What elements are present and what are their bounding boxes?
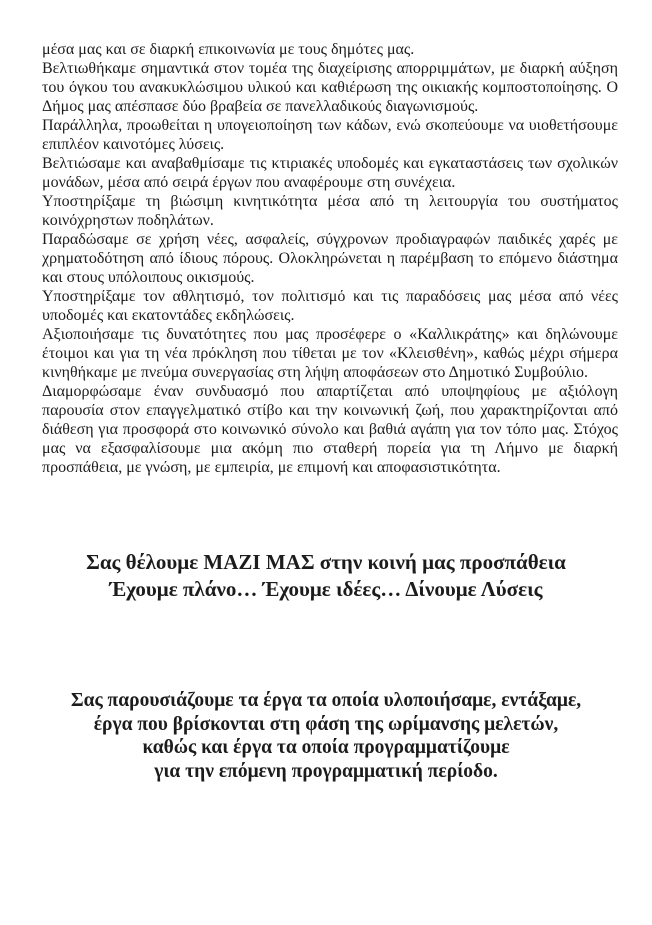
intro-statement-block [0, 689, 652, 783]
slogan-line-2: Έχουμε πλάνο… Έχουμε ιδέες… Δίνουμε Λύσεις [109, 577, 543, 601]
paragraph: Παράλληλα, προωθείται η υπογειοποίηση των κάδων, ενώ σκοπεύουμε να υιοθετήσουμε επιπλέον καινοτόμες λύσεις. [42, 117, 618, 153]
paragraph: Βελτιωθήκαμε σημαντικά στον τομέα της διαχείρισης απορριμμάτων, με διαρκή αύξηση του όγκου του ανακυκλώσιμου υλικού και καθιέρωση της οικιακής κομποστοποίησης. Ο Δήμος μας απέσπασε δύο βραβεία σε πανελλαδικούς διαγωνισμούς. [42, 60, 618, 115]
intro-line-4: για την επόμενη προγραμματική περίοδο. [154, 760, 498, 782]
paragraph: μέσα μας και σε διαρκή επικοινωνία με τους δημότες μας. [42, 41, 415, 58]
paragraph: Αξιοποιήσαμε τις δυνατότητες που μας προσέφερε ο «Καλλικράτης» και δηλώνουμε έτοιμοι και για τη νέα πρόκληση που τίθεται με τον «Κλεισθένη», καθώς μέχρι σήμερα κινηθήκαμε με πνεύμα συνεργασίας στη λήψη αποφάσεων στο Δημοτικό Συμβούλιο. [42, 326, 618, 381]
intro-line-3: καθώς και έργα τα οποία προγραμματίζουμε [142, 737, 510, 758]
intro-line-2: έργα που βρίσκονται στη φάση της ωρίμανσης μελετών, [93, 713, 559, 735]
slogan-block [0, 549, 652, 603]
paragraph: Διαμορφώσαμε έναν συνδυασμό που απαρτίζεται από υποψηφίους με αξιόλογη παρουσία στον επαγγελματικό στίβο και την κοινωνική ζωή, που χαρακτηρίζονται από διάθεση για προσφορά στο κοινωνικό σύνολο και βαθιά αγάπη για τον τόπο μας. Στόχος μας να εξασφαλίσουμε μια ακόμη πιο σταθερή πορεία για τη Λήμνο με διαρκή προσπάθεια, με γνώση, με εμπειρία, με επιμονή και αποφασιστικότητα. [42, 383, 618, 476]
paragraph: Βελτιώσαμε και αναβαθμίσαμε τις κτιριακές υποδομές και εγκαταστάσεις των σχολικών μονάδων, μέσα από σειρά έργων που αναφέρουμε στη συνέχεια. [42, 155, 618, 191]
slogan-line-1: Σας θέλουμε ΜΑΖΙ ΜΑΣ στην κοινή μας προσπάθεια [86, 550, 566, 574]
paragraph: Παραδώσαμε σε χρήση νέες, ασφαλείς, σύγχρονων προδιαγραφών παιδικές χαρές με χρηματοδότηση από ίδιους πόρους. Ολοκληρώνεται η παρέμβαση το επόμενο διάστημα και στους υπόλοιπους οικισμούς. [42, 231, 618, 286]
paragraph: Υποστηρίξαμε τον αθλητισμό, τον πολιτισμό και τις παραδόσεις μας μέσα από νέες υποδομές και εκατοντάδες εκδηλώσεις. [42, 288, 618, 324]
intro-line-1: Σας παρουσιάζουμε τα έργα τα οποία υλοποιήσαμε, εντάξαμε, [70, 690, 582, 711]
body-text-block [42, 40, 618, 477]
paragraph: Υποστηρίξαμε τη βιώσιμη κινητικότητα μέσα από τη λειτουργία του συστήματος κοινόχρηστων ποδηλάτων. [42, 193, 618, 229]
